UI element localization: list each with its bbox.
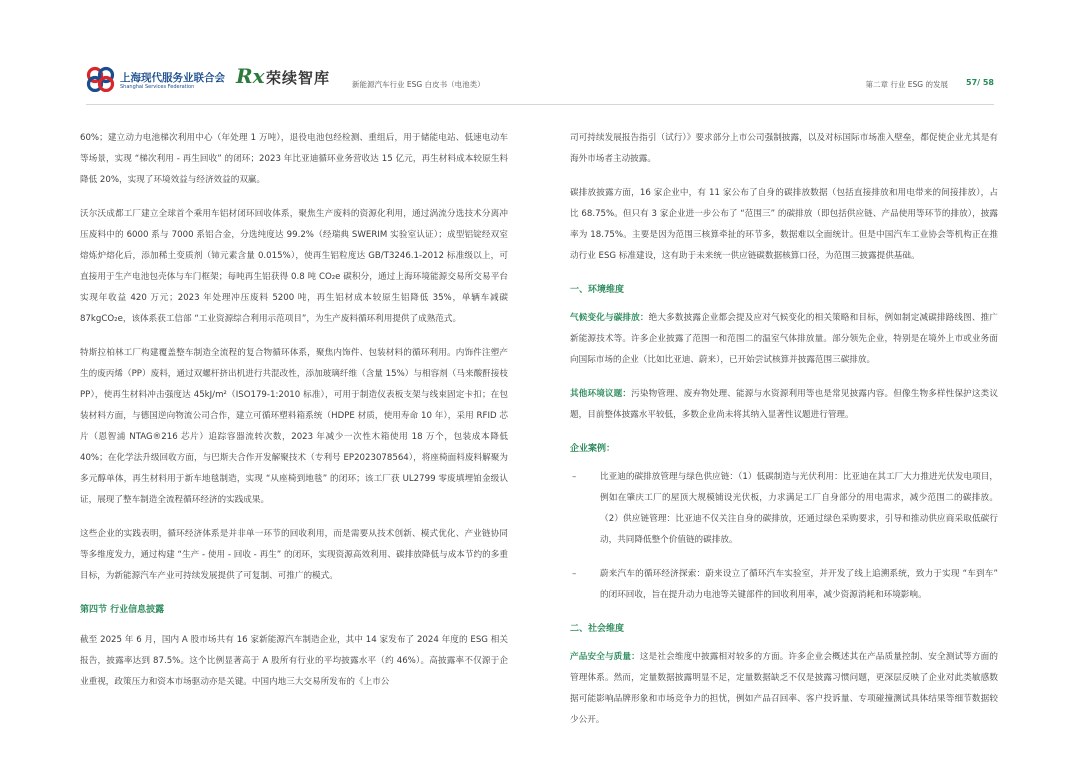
page-header xyxy=(86,62,994,102)
paragraph-disclosure-cont: 司可持续发展报告指引（试行）》要求部分上市公司强制披露，以及对标国际市场准入壁垒，都促使企业尤其是有海外市场者主动披露。 xyxy=(570,133,998,164)
ssf-logo-cn: 上海现代服务业联合会 xyxy=(120,72,225,84)
text-product-safety: 这是社会维度中披露相对较多的方面。许多企业会概述其在产品质量控制、安全测试等方面的管理体系。然而，定量数据披露明显不足，定量数据缺乏不仅是披露习惯问题，更深层反映了企业对此类敏感数据可能影响品牌形象和市场竞争力的担忧，例如产品召回率、客户投诉量、专项碰撞测试具体结果等细节数据较少公开。 xyxy=(570,652,998,725)
list-item-nio-case xyxy=(570,564,998,606)
ssf-logo xyxy=(86,64,228,98)
heading-cases: 企业案例： xyxy=(570,444,616,454)
page-number: 57/ 58 xyxy=(966,78,994,87)
ssf-logo-icon xyxy=(86,66,116,92)
paragraph-product-safety xyxy=(570,647,998,731)
bullet-mark: – xyxy=(572,569,577,579)
paragraph-carbon: 碳排放披露方面，16 家企业中，有 11 家公布了自身的碳排放数据（包括直接排放和用电带来的间接排放），占比 68.75%。但只有 3 家企业进一步公布了 “范围三” 的碳排放（即包括供应链、产品使用等环节的排放），披露率为 18.75%。主要是因为范围三核算牵扯的环节多，数据难以全面统计。但是中国汽车工业协会等机构正在推动行业 ESG 标准建设，这有助于未来统一供应链碳数据核算口径，为范围三披露提供基础。 xyxy=(570,188,998,261)
document-title: 新能源汽车行业 ESG 白皮书（电池类） xyxy=(352,80,485,89)
paragraph-climate xyxy=(570,308,998,371)
list-item-byd-case xyxy=(570,467,998,551)
section-title-disclosure: 第四节 行业信息披露 xyxy=(80,605,165,615)
left-column xyxy=(80,128,508,706)
rx-logo-name: 荣续智库 xyxy=(266,69,331,87)
paragraph-summary: 这些企业的实践表明，循环经济体系是并非单一环节的回收利用，而是需要从技术创新、模式优化、产业链协同等多维度发力，通过构建 “生产 - 使用 - 回收 - 再生” 的闭环，实现资源高效利用、碳排放降低与成本节约的多重目标，为新能源汽车产业可持续发展提供了可复制、可推广的模式。 xyxy=(80,529,508,581)
label-product-safety: 产品安全与质量： xyxy=(570,652,640,662)
chapter-title: 第二章 行业 ESG 的发展 xyxy=(865,80,948,89)
text-climate: 绝大多数披露企业都会提及应对气候变化的相关策略和目标，例如制定减碳排路线图、推广新能源技术等。许多企业披露了范围一和范围二的温室气体排放量。部分领先企业，特别是在境外上市或业务面向国际市场的企业（比如比亚迪、蔚来），已开始尝试核算并披露范围三碳排放。 xyxy=(570,313,998,365)
heading-environment: 一、环境维度 xyxy=(570,285,625,295)
text-other-env: 污染物管理、废弃物处理、能源与水资源利用等也是常见披露内容。但像生物多样性保护这类议题，目前整体披露水平较低，多数企业尚未将其纳入显著性议题进行管理。 xyxy=(570,389,998,420)
bullet-mark: – xyxy=(572,472,577,482)
label-other-env: 其他环境议题： xyxy=(570,389,632,399)
paragraph-volvo: 沃尔沃成都工厂建立全球首个乘用车铝材闭环回收体系，聚焦生产废料的资源化利用，通过涡流分选技术分离冲压废料中的 6000 系与 7000 系铝合金，分选纯度达 99.2%（经瑞典 SWERIM 实验室认证）；成型铝锭经双室熔炼炉熔化后，添加稀土变质剂（铈元素含量 0.015%），使再生铝粒度达 GB/T3246.1-2012 标准级以上，可直接用于生产电池包壳体与车门框架；每吨再生铝获得 0.8 吨 CO₂e 碳积分，通过上海环境能源交易所交易平台实现年收益 420 万元；2023 年处理冲压废料 5200 吨，再生铝材成本较原生铝降低 35%，单辆车减碳 87kgCO₂e，该体系获工信部 “工业资源综合利用示范项目”，为生产废料循环利用提供了成熟范式。 xyxy=(80,209,508,324)
ssf-logo-en: Shanghai Services Federation xyxy=(120,84,195,90)
right-column xyxy=(570,128,998,744)
paragraph-disclosure: 截至 2025 年 6 月，国内 A 股市场共有 16 家新能源汽车制造企业，其中 14 家发布了 2024 年度的 ESG 相关报告，披露率达到 87.5%。这个比例显著高于 A 股所有行业的平均披露水平（约 46%）。高披露率不仅源于企业重视，政策压力和资本市场驱动亦是关键。中国内地三大交易所发布的《上市公 xyxy=(80,635,508,687)
header-divider xyxy=(86,104,994,105)
rx-logo-mark: Rx xyxy=(236,64,265,88)
text-nio-case: 蔚来汽车的循环经济探索：蔚来设立了循环汽车实验室，并开发了线上追溯系统，致力于实现 “车到车” 的闭环回收，旨在提升动力电池等关键部件的回收利用率，减少资源消耗和环境影响。 xyxy=(600,569,998,600)
paragraph-other-env xyxy=(570,384,998,426)
paragraph-tesla: 特斯拉柏林工厂构建覆盖整车制造全流程的复合物循环体系，聚焦内饰件、包装材料的循环利用。内饰件注塑产生的废丙烯（PP）废料，通过双螺杆挤出机进行共混改性，添加玻璃纤维（含量 15%）与相容剂（马来酸酐接枝 PP），使再生材料冲击强度达 45kJ/m²（ISO179-1:2010 标准），可用于制造仪表板支架与线束固定卡扣；在包装材料方面，与德国逆向物流公司合作，建立可循环塑料箱系统（HDPE 材质，使用寿命 10 年），采用 RFID 芯片（恩智浦 NTAG®216 芯片）追踪容器流转次数，2023 年减少一次性木箱使用 18 万个，包装成本降低 40%；在化学法升级回收方面，与巴斯夫合作开发解聚技术（专利号 EP2023078564），将座椅面料废料解聚为多元醇单体，再生材料用于新车地毯制造，实现 “从座椅到地毯” 的闭环；该工厂获 UL2799 零废填埋铂金级认证，展现了整车制造全流程循环经济的实践成果。 xyxy=(80,348,508,505)
text-byd-case: 比亚迪的碳排放管理与绿色供应链：（1）低碳制造与光伏利用：比亚迪在其工厂大力推进光伏发电项目，例如在肇庆工厂的屋顶大规模铺设光伏板，力求满足工厂自身部分的用电需求，减少范围二的碳排放。（2）供应链管理：比亚迪不仅关注自身的碳排放，还通过绿色采购要求，引导和推动供应商采取低碳行动，共同降低整个价值链的碳排放。 xyxy=(600,472,998,545)
paragraph-byd-recycling: 60%；建立动力电池梯次利用中心（年处理 1 万吨），退役电池包经检测、重组后，用于储能电站、低速电动车等场景，实现 “梯次利用 - 再生回收” 的闭环；2023 年比亚迪循环业务营收达 15 亿元，再生材料成本较原生料降低 20%，实现了环境效益与经济效益的双赢。 xyxy=(80,133,508,185)
label-climate: 气候变化与碳排放： xyxy=(570,313,649,323)
heading-social: 二、社会维度 xyxy=(570,624,625,634)
